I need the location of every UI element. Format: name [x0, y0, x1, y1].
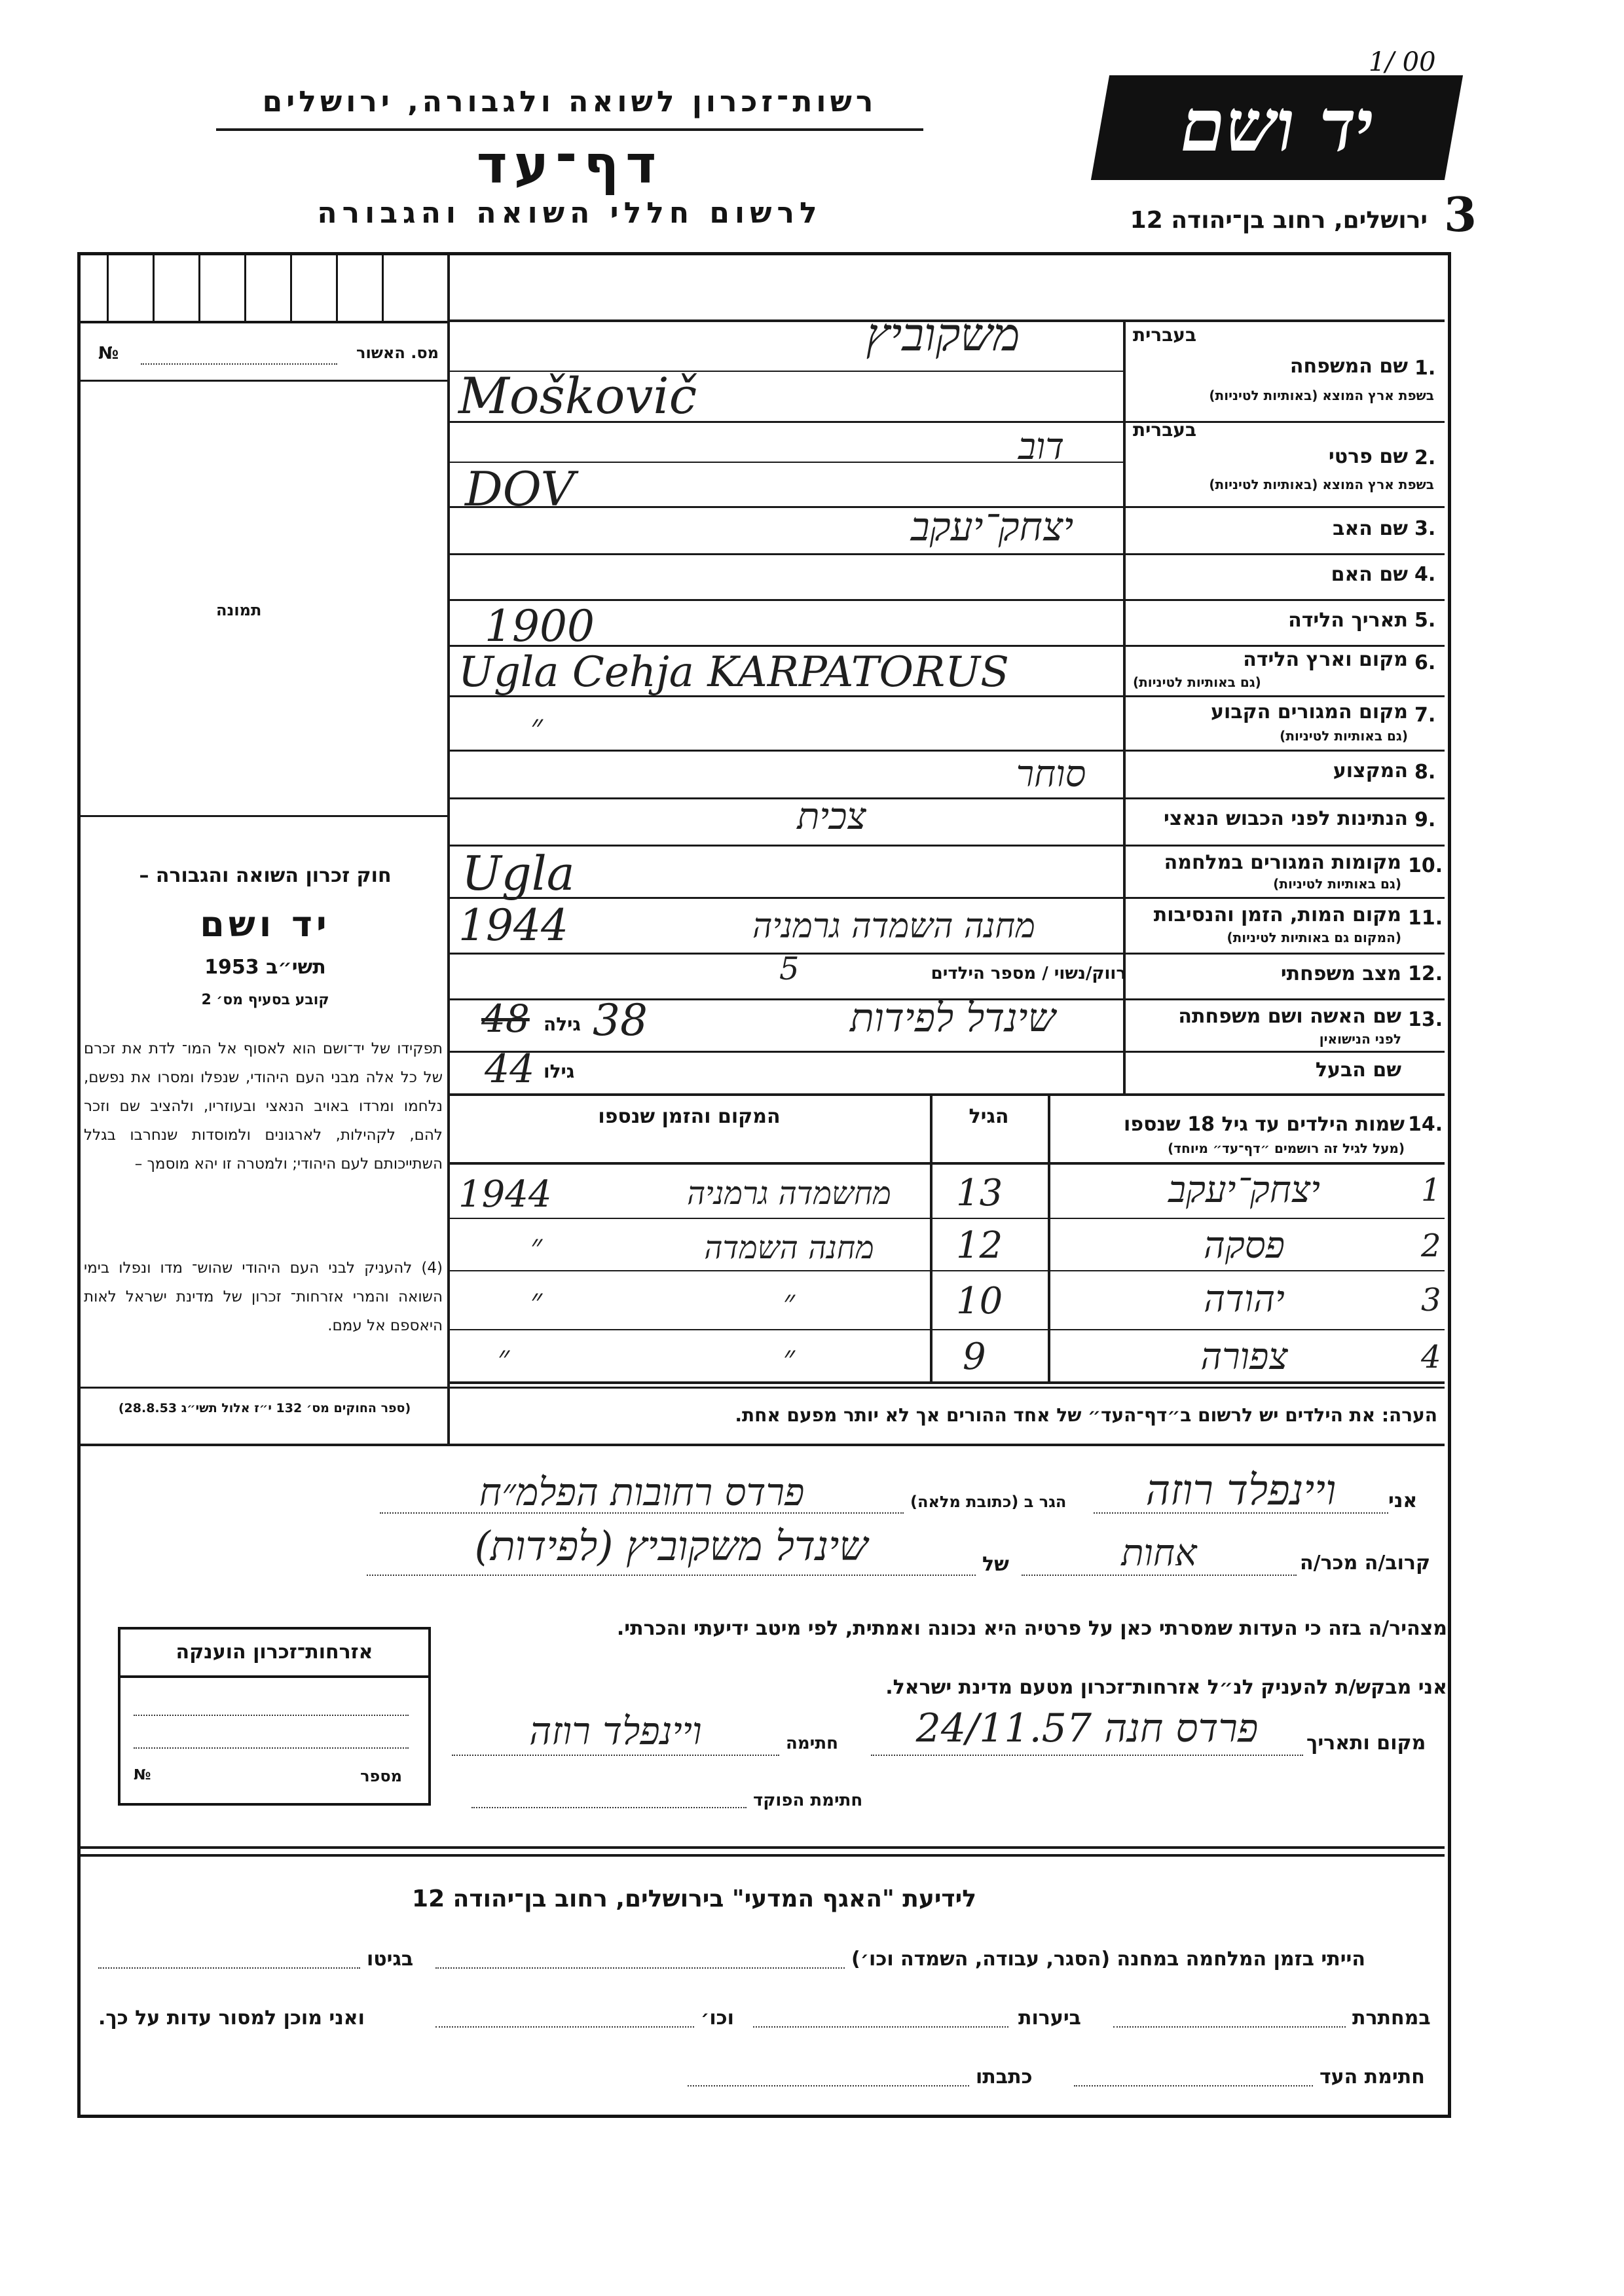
approval-divider	[81, 380, 447, 382]
field-11-value: מחנה השמדה גרמניה	[752, 907, 1035, 946]
form-title: דף־עד	[476, 134, 663, 195]
bottom-title: לידיעת "האגף המדעי" בירושלים, רחוב בן־יהודה 12	[412, 1886, 976, 1912]
bottom-line2-fill-c	[435, 2026, 694, 2028]
row-sep-3	[447, 553, 1445, 555]
field-2-label: שם פרטי	[1328, 445, 1408, 468]
child-1-age: 13	[956, 1172, 1003, 1214]
decl-relative-line	[1022, 1575, 1297, 1576]
bottom-line2-c: וכו׳	[701, 2007, 734, 2030]
decl-i-label: אני	[1388, 1489, 1418, 1512]
field-5-num: 5.	[1414, 609, 1436, 632]
note-bottom-line	[81, 1444, 1445, 1446]
corner-scribble: 1/ 00	[1369, 47, 1436, 77]
child-2-age: 12	[956, 1224, 1003, 1267]
row-sep-10	[447, 897, 1445, 899]
code-boxes	[81, 255, 450, 323]
field-12-value: 5	[779, 951, 800, 987]
husband-label: שם הבעל	[1315, 1059, 1401, 1082]
field-3-num: 3.	[1414, 517, 1436, 540]
field-12-num: 12.	[1408, 962, 1443, 985]
children-bottom	[447, 1381, 1445, 1384]
law-text-1: תפקידו של יד־ושם הוא לאסוף אל המו־ לדת את זכרם של כל אלה מבני העם היהודי, שנפלו ומסרו את נפשם, נלחמו ומרדו באויב הנאצי ובעוזריו, ולהציב שם וזכר להם, לקהילות, לארגונים ולמוסדות שנחרבו בגלל השתייכותם לעם היהודי; ולמטרה זו יהא מוסמך –	[84, 1040, 443, 1173]
field-8-num: 8.	[1414, 761, 1436, 784]
field-6-num: 6.	[1414, 651, 1436, 674]
sidebar-divider	[447, 255, 450, 1444]
photo-divider	[81, 815, 447, 817]
children-row-1	[447, 1218, 1445, 1219]
field-7-label: מקום המגורים הקבוע	[1211, 701, 1408, 723]
field-10-num: 10.	[1408, 854, 1443, 877]
bottom-line2-fill-b	[753, 2026, 1008, 2028]
bottom-line2-d: ואני מוכן למסור עדות על כך.	[98, 2007, 365, 2030]
decl-signature-line	[452, 1755, 779, 1756]
official-signature-line	[471, 1807, 747, 1808]
field-2-num: 2.	[1414, 446, 1436, 469]
decl-place-date-value: פרדס חנה 24/11.57	[915, 1705, 1259, 1751]
children-title: שמות הילדים עד גיל 18 שנספו	[1124, 1113, 1405, 1136]
bottom-line3-fill-a	[1074, 2085, 1313, 2086]
field-10-value: Ugla	[462, 846, 575, 901]
field-13-age-label: גילה	[544, 1013, 581, 1035]
child-2-place: מחנה השמדה	[704, 1230, 874, 1266]
field-2-value-he: דוב	[1018, 426, 1065, 468]
bottom-line2-b: ביערות	[1018, 2007, 1081, 2030]
field-4-num: 4.	[1414, 563, 1436, 586]
row-sep-4	[447, 599, 1445, 601]
decl-statement: מצהיר/ה בזה כי העדות שמסרתי כאן על פרטיה היא נכונה ואמתית, לפי מיטב ידיעתי והכרתי.	[616, 1617, 1447, 1640]
bottom-line1-fill	[435, 1967, 845, 1969]
child-1-index: 1	[1421, 1172, 1441, 1209]
bottom-line3-b: כתבתו	[976, 2066, 1033, 2088]
field-13-value: שינדל לפידות	[850, 995, 1056, 1041]
decl-place-date-line	[871, 1755, 1303, 1756]
decl-of-line	[367, 1575, 976, 1576]
approval-no-label: №	[98, 344, 119, 363]
field-13-label: שם האשה ושם משפחתה	[1178, 1005, 1401, 1028]
field-6-sub: (גם באותיות לטיניות)	[1133, 674, 1261, 690]
field-10-label: מקומות המגורים במלחמה	[1164, 851, 1401, 874]
certificate-line-2	[134, 1747, 409, 1749]
child-1-year: 1944	[458, 1173, 552, 1216]
decl-address-value: פרדס רחובות הפלמ״ח	[479, 1470, 805, 1514]
field-9-num: 9.	[1414, 809, 1436, 831]
certificate-line-1	[134, 1715, 409, 1716]
field-13-age-crossed: 48	[481, 996, 530, 1041]
children-col-line-1	[1048, 1095, 1050, 1383]
decl-address-line	[380, 1512, 904, 1514]
field-5-label: תאריך הלידה	[1288, 609, 1408, 632]
child-4-name: צפורה	[1200, 1336, 1288, 1378]
logo-text: יד ושם	[1173, 83, 1382, 168]
field-9-value: צכית	[797, 795, 866, 838]
field-13-sub: לפני הנישואין	[1319, 1031, 1401, 1047]
row-sep-13	[447, 1051, 1445, 1053]
field-1-lang: בעברית	[1133, 324, 1197, 346]
field-10-sub: (גם באותיות לטיניות)	[1273, 876, 1401, 892]
bottom-line3-a: חתימת העד	[1320, 2066, 1425, 2088]
field-1-value-he: משקוביץ	[866, 308, 1020, 361]
approval-label: מס. האשור	[356, 344, 439, 362]
field-11-label: מקום המות, הזמן והנסיבות	[1153, 903, 1401, 926]
child-1-place: מחשמדה גרמניה	[687, 1175, 891, 1212]
note-text: הערה: את הילדים יש לרשום ב״דף־העד״ של אחד ההורים אך לא יותר מפעם אחת.	[735, 1404, 1437, 1426]
field-12-label: מצב משפחתי	[1280, 962, 1401, 985]
field-7-num: 7.	[1414, 704, 1436, 727]
field-11-sub: (המקום גם באותיות לטיניות)	[1227, 930, 1401, 945]
field-1-label: שם המשפחה	[1289, 355, 1408, 378]
field-3-label: שם האב	[1333, 517, 1408, 540]
bottom-line2-a: במחתרת	[1352, 2007, 1431, 2030]
children-col-line-2	[930, 1095, 932, 1383]
child-4-year: ״	[498, 1339, 510, 1376]
row-sep-9	[447, 845, 1445, 847]
field-6-value: Ugla Cehja KARPATORUS	[458, 648, 1009, 697]
child-3-year: ״	[530, 1282, 543, 1319]
decl-place-date-label: מקום ותאריך	[1306, 1732, 1426, 1755]
child-4-age: 9	[963, 1336, 986, 1378]
child-1-name: יצחק־יעקב	[1168, 1169, 1320, 1211]
certificate-no-label: №	[134, 1767, 151, 1783]
note-top-line	[81, 1387, 1445, 1389]
field-5-value: 1900	[485, 601, 595, 651]
children-header-line	[447, 1162, 1445, 1165]
field-2-sub: בשפת ארץ המוצא (באותיות לטיניות)	[1209, 477, 1434, 492]
official-signature-label: חתימת הפוקד	[753, 1791, 863, 1810]
certificate-number-label: מספר	[360, 1767, 402, 1785]
field-11-num: 11.	[1408, 907, 1443, 930]
decl-relative-value: אחות	[1121, 1532, 1197, 1575]
children-row-3	[447, 1329, 1445, 1330]
bottom-double-line-2	[81, 1854, 1445, 1857]
child-4-place: ״	[783, 1339, 796, 1376]
child-4-index: 4	[1421, 1339, 1441, 1376]
decl-address-label: הגר ב (כתובת מלאה)	[910, 1493, 1067, 1511]
field-8-label: המקצוע	[1333, 759, 1408, 782]
children-col-age: הגיל	[969, 1105, 1009, 1128]
child-2-name: פסקה	[1204, 1224, 1285, 1267]
child-2-year: ״	[530, 1228, 543, 1264]
field-1-sub: בשפת ארץ המוצא (באותיות לטיניות)	[1209, 388, 1434, 403]
certificate-box	[118, 1627, 431, 1806]
bottom-double-line-1	[81, 1846, 1445, 1849]
law-year: תשי״ב 1953	[204, 956, 326, 979]
husband-age-value: 44	[485, 1046, 535, 1092]
field-13-age-value: 38	[593, 995, 648, 1046]
field-9-label: הנתינות לפני הכבוש הנאצי	[1164, 807, 1408, 830]
row-sep-14	[447, 1093, 1445, 1096]
field-7-sub: (גם באותיות לטיניות)	[1280, 728, 1408, 744]
bottom-line2-fill-a	[1113, 2026, 1346, 2028]
decl-request: אני מבקש/ת להעניק לנ״ל אזרחות־זכרון מטעם מדינת ישראל.	[885, 1676, 1447, 1699]
bottom-line1-prefix: הייתי בזמן המלחמה במחנה (הסגר, עבודה, השמדה וכו׳)	[851, 1948, 1365, 1971]
law-name: יד ושם	[200, 903, 331, 945]
form-subtitle: לרשום חללי השואה והגבורה	[317, 196, 822, 230]
address-line: ירושלים, רחוב בן־יהודה 12	[1130, 207, 1428, 234]
field-12-extra: רווק/נשוי / מספר הילדים	[931, 964, 1126, 983]
law-clause: קובע בסעיף מס׳ 2	[201, 992, 329, 1008]
children-col-place: המקום והזמן שנספו	[598, 1105, 781, 1128]
law-text-2: (4) להעניק לבני העם היהודי שהוש־ מדו ונפלו בימי השואה והמרי אזרחות־ זכרון של מדינת ישראל לאות היאספם אל עמם.	[84, 1260, 443, 1334]
decl-of-label: של	[982, 1553, 1009, 1576]
field-7-value: ״	[530, 707, 543, 745]
child-3-age: 10	[956, 1280, 1003, 1322]
law-title: חוק זכרון השואה והגבורה –	[139, 864, 392, 887]
child-2-index: 2	[1421, 1228, 1441, 1264]
corner-number: 3	[1444, 187, 1477, 242]
decl-signature-value: ויינפלד רוזה	[529, 1709, 702, 1753]
field-6-label: מקום וארץ הלידה	[1243, 648, 1408, 671]
law-reference: (ספר החוקים מס׳ 132 י״ז אלול תשי״ג 28.8.53)	[118, 1401, 411, 1415]
authority-title: רשות־זכרון לשואה ולגבורה, ירושלים	[262, 85, 877, 118]
field-4-label: שם האם	[1331, 563, 1408, 586]
certificate-title: אזרחות־זכרון הוענקה	[120, 1630, 428, 1678]
decl-of-value: שינדל משקוביץ (לפידות)	[474, 1522, 868, 1570]
decl-i-value: ויינפלד רוזה	[1145, 1467, 1337, 1515]
bottom-line1-suffix: בגיטו	[367, 1948, 414, 1971]
authority-underline	[216, 128, 923, 131]
row-sep-11	[447, 953, 1445, 955]
field-11-year: 1944	[458, 900, 568, 951]
row-sep-7	[447, 750, 1445, 752]
child-3-name: יהודה	[1204, 1278, 1285, 1321]
field-1-value-latin: Moškovič	[458, 367, 697, 425]
yad-vashem-logo	[1091, 75, 1463, 180]
field-2-lang: בעברית	[1133, 419, 1197, 441]
children-sub: (מעל לגיל זה רושמים ״דף־עד״ מיוחד)	[1168, 1140, 1405, 1156]
field-1-num: 1.	[1414, 357, 1436, 380]
child-3-index: 3	[1421, 1282, 1441, 1319]
bottom-line1-end	[98, 1967, 360, 1969]
field-3-value: יצחק־יעקב	[910, 504, 1074, 550]
husband-age-label: גילו	[544, 1061, 575, 1082]
bottom-line3-fill-b	[688, 2085, 969, 2086]
field-2-value-latin: DOV	[465, 462, 575, 517]
decl-relative-label: קרוב/ה מכר/ה	[1300, 1552, 1431, 1575]
decl-i-line	[1094, 1512, 1388, 1514]
approval-line	[141, 363, 337, 365]
photo-label: תמונה	[216, 601, 262, 619]
row-sep-8	[447, 797, 1445, 799]
children-row-2	[447, 1270, 1445, 1271]
row-sep-5	[447, 645, 1445, 647]
decl-signature-label: חתימה	[786, 1734, 838, 1753]
child-3-place: ״	[783, 1283, 796, 1320]
field-8-value: סוחר	[1016, 753, 1086, 795]
children-num: 14.	[1408, 1113, 1443, 1136]
field-13-num: 13.	[1408, 1008, 1443, 1031]
